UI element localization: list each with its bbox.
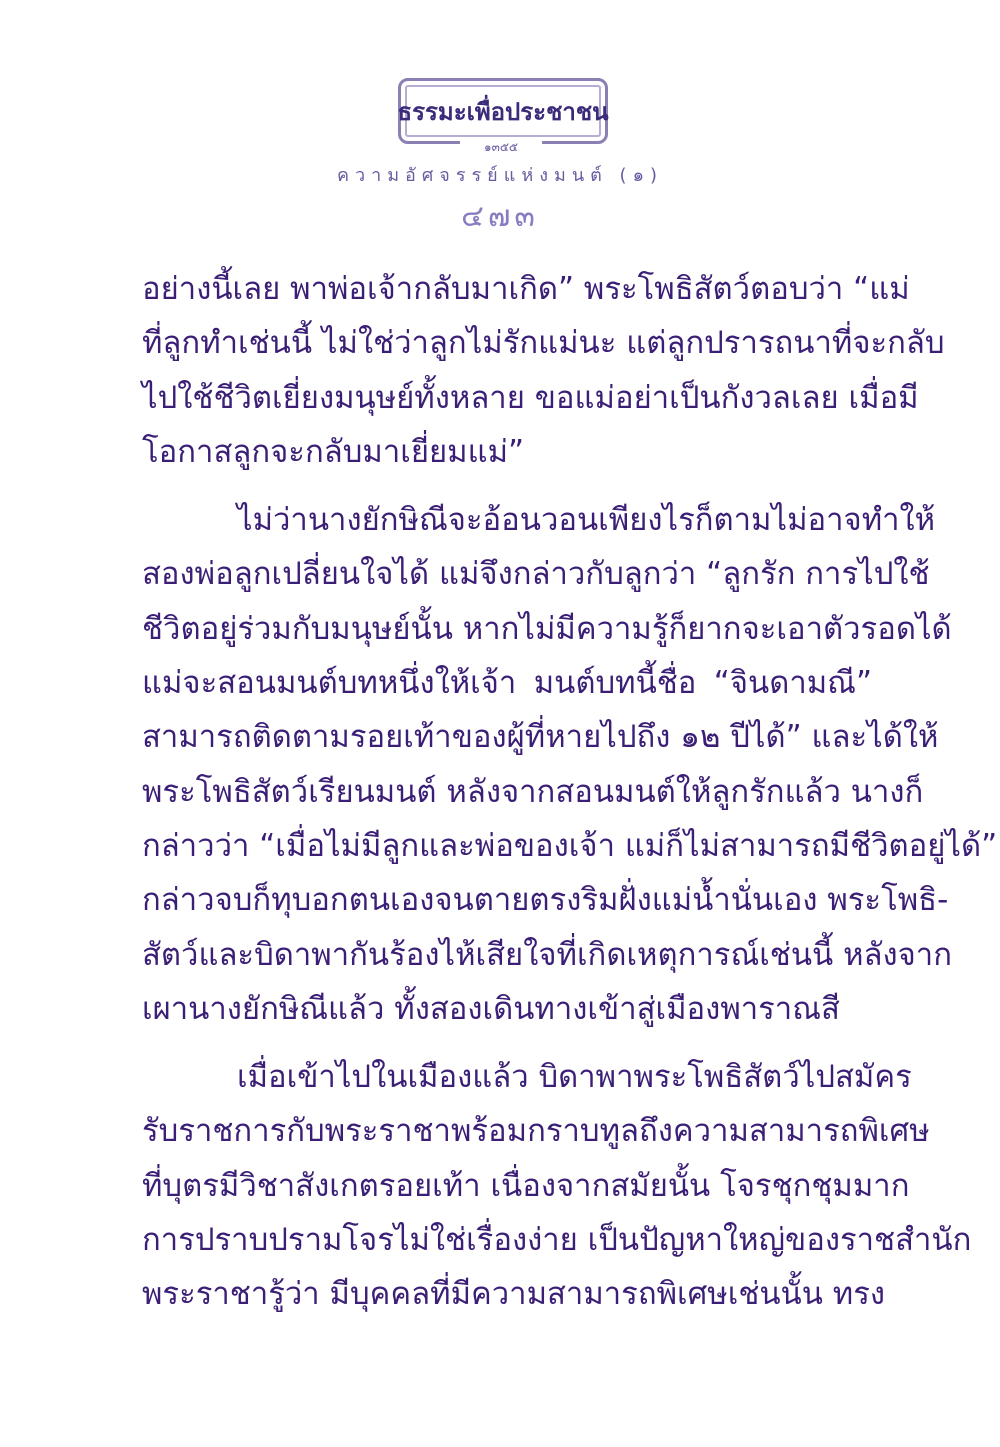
text-line: พระโพธิสัตว์เรียนมนต์ หลังจากสอนมนต์ให้ลูกรักแล้ว นางก็ <box>142 773 924 810</box>
page-header <box>0 0 1000 234</box>
text-line: กล่าวจบก็ทุบอกตนเองจนตายตรงริมฝั่งแม่น้ำนั่นเอง พระโพธิ- <box>142 882 949 919</box>
text-line: สองพ่อลูกเปลี่ยนใจได้ แม่จึงกล่าวกับลูกว่า “ลูกรัก การไปใช้ <box>142 556 930 593</box>
text-line: ชีวิตอยู่ร่วมกับมนุษย์นั้น หากไม่มีความรู้ก็ยากจะเอาตัวรอดได้ <box>142 610 952 647</box>
text-line: ไปใช้ชีวิตเยี่ยงมนุษย์ทั้งหลาย ขอแม่อย่าเป็นกังวลเลย เมื่อมี <box>142 379 919 416</box>
logo-frame <box>398 78 608 144</box>
page-number: ๔๗๓ <box>461 199 539 234</box>
logo-text: ธรรมะเพื่อประชาชน <box>397 96 609 126</box>
chapter-title: ความอัศจรรย์แห่งมนต์ (๑) <box>336 165 664 186</box>
body-text <box>142 262 998 1322</box>
text-line: แม่จะสอนมนต์บทหนึ่งให้เจ้า มนต์บทนี้ชื่อ “จินดามณี” <box>142 665 872 702</box>
text-line: สามารถติดตามรอยเท้าของผู้ที่หายไปถึง ๑๒ ปีได้” และได้ให้ <box>142 719 939 756</box>
text-line: การปราบปรามโจรไม่ใช่เรื่องง่าย เป็นปัญหาใหญ่ของราชสำนัก <box>142 1222 972 1259</box>
logo-subtext: ๑๓๕๕ <box>460 138 542 154</box>
text-line: ไม่ว่านางยักษิณีจะอ้อนวอนเพียงไรก็ตามไม่อาจทำให้ <box>237 502 936 539</box>
book-logo <box>397 78 609 154</box>
text-line: สัตว์และบิดาพากันร้องไห้เสียใจที่เกิดเหตุการณ์เช่นนี้ หลังจาก <box>142 936 952 973</box>
text-line: อย่างนี้เลย พาพ่อเจ้ากลับมาเกิด” พระโพธิสัตว์ตอบว่า “แม่ <box>142 271 910 307</box>
text-line: โอกาสลูกจะกลับมาเยี่ยมแม่” <box>142 433 525 470</box>
text-line: รับราชการกับพระราชาพร้อมกราบทูลถึงความสามารถพิเศษ <box>142 1113 930 1150</box>
text-line: กล่าวว่า “เมื่อไม่มีลูกและพ่อของเจ้า แม่ก็ไม่สามารถมีชีวิตอยู่ได้” <box>142 827 998 864</box>
paragraph <box>142 493 998 1036</box>
text-line: เมื่อเข้าไปในเมืองแล้ว บิดาพาพระโพธิสัตว์ไปสมัคร <box>237 1059 912 1096</box>
text-line: ที่บุตรมีวิชาสังเกตรอยเท้า เนื่องจากสมัยนั้น โจรชุกชุมมาก <box>142 1167 910 1204</box>
paragraph <box>142 262 945 479</box>
text-line: ที่ลูกทำเช่นนี้ ไม่ใช่ว่าลูกไม่รักแม่นะ แต่ลูกปรารถนาที่จะกลับ <box>142 325 945 362</box>
paragraph <box>142 1050 972 1321</box>
text-line: เผานางยักษิณีแล้ว ทั้งสองเดินทางเข้าสู่เมืองพาราณสี <box>142 990 840 1027</box>
text-line: พระราชารู้ว่า มีบุคคลที่มีความสามารถพิเศษเช่นนั้น ทรง <box>142 1276 886 1313</box>
